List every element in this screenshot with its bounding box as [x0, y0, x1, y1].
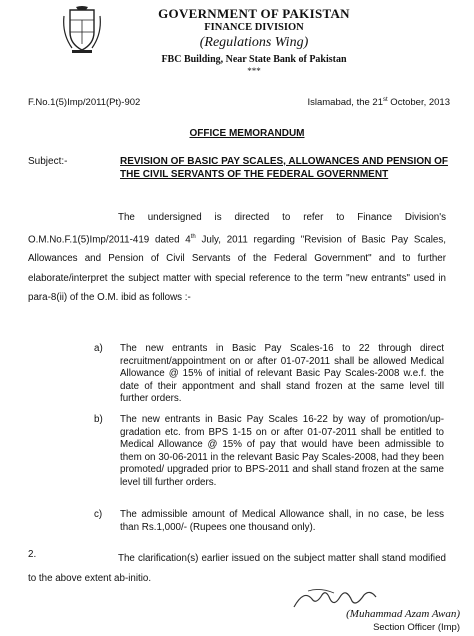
intro-part2: July, 2011 regarding "Revision of Basic Pay Scales, Allowances and Pension of Civil Servants of the Federal Government" and to further elaborate/interpret the subject matter with special reference to the term "new entrants" used in para-8(ii) of the O.M. ibid as follows :-: [28, 233, 446, 304]
header-division: FINANCE DIVISION: [204, 22, 304, 33]
signatory-title: Section Officer (Imp): [373, 622, 460, 633]
para2-text: The clarification(s) earlier issued on the subject matter shall stand modified to the above extent ab-initio.: [28, 553, 446, 584]
memo-title: OFFICE MEMORANDUM: [189, 128, 305, 139]
header-government: GOVERNMENT OF PAKISTAN: [158, 6, 350, 21]
date-suffix: st: [383, 97, 388, 103]
item-a-label: a): [94, 343, 103, 354]
header-address: FBC Building, Near State Bank of Pakistan: [161, 54, 347, 65]
item-c-label: c): [94, 509, 103, 520]
para2-paragraph: [28, 549, 446, 588]
intro-sup: th: [190, 233, 196, 240]
item-a-text: The new entrants in Basic Pay Scales-16 to 22 through direct recruitment/appointment on or after 01-07-2011 shall be allowed Medical Allowance @ 15% of initial of relevant Basic Pay Scales-2008 w.e.f. the date of their appontment and shall stand frozen at the same level till further orders.: [120, 343, 444, 404]
intro-paragraph: [28, 208, 446, 308]
item-c-text: The admissible amount of Medical Allowance shall, in no case, be less than Rs.1,000/- (Rupees one thousand only).: [120, 509, 444, 533]
item-b-text: The new entrants in Basic Pay Scales 16-22 by way of promotion/up-gradation etc. from BPS 1-15 on or after 01-07-2011 shall be entitled to Medical Allowance @ 15% of pay that would have been admissible to them on 30-06-2011 in the relevant Basic Pay Scales-2008, had they been promoted/ upgraded prior to BPS-2011 and shall stand frozen at the same level till further orders.: [120, 414, 444, 488]
item-b-label: b): [94, 414, 103, 425]
header-stars: ***: [247, 66, 261, 76]
file-number: F.No.1(5)Imp/2011(Pt)-902: [28, 97, 141, 108]
date-rest: October, 2013: [387, 97, 450, 109]
header-wing: (Regulations Wing): [199, 35, 309, 50]
signatory-name: (Muhammad Azam Awan): [346, 608, 460, 620]
date-line: [307, 97, 450, 108]
subject-text: REVISION OF BASIC PAY SCALES, ALLOWANCES AND PENSION OF THE CIVIL SERVANTS OF THE FEDERAL GOVERNMENT: [120, 156, 449, 180]
para2-label: 2.: [28, 549, 37, 560]
intro-part1: The undersigned is directed to refer to Finance Division's O.M.No.F.1(5)Imp/2011-419 dated 4: [28, 212, 446, 245]
date-prefix: Islamabad, the 21: [307, 97, 383, 109]
subject-label: Subject:-: [28, 156, 68, 167]
